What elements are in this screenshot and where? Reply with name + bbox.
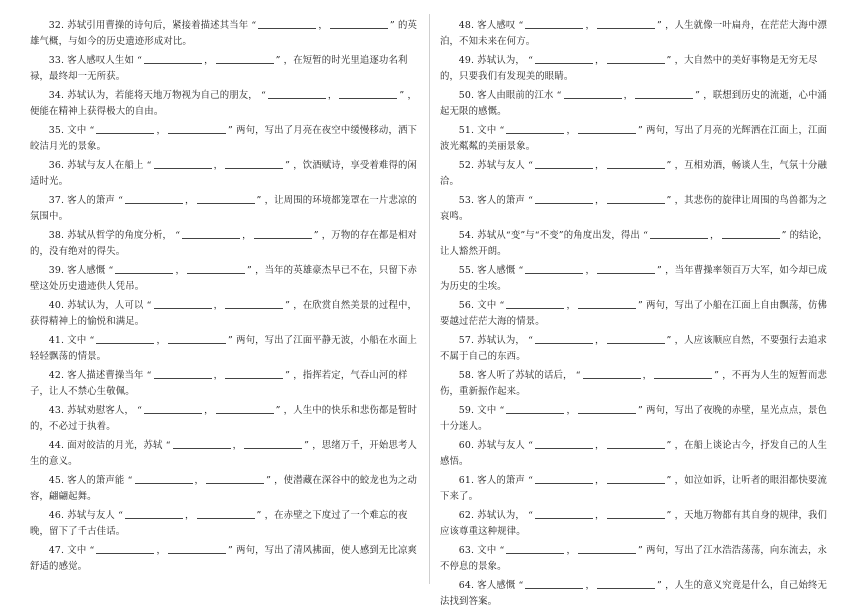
question-number: 40.: [48, 300, 65, 311]
answer-blank[interactable]: [650, 228, 708, 239]
answer-blank[interactable]: [654, 368, 712, 379]
answer-blank[interactable]: [225, 158, 283, 169]
question-item: 53. 客人的箫声 “ ， ” ，其悲伤的旋律让周围的鸟兽都为之哀鸣。: [440, 195, 828, 222]
answer-blank[interactable]: [525, 263, 583, 274]
question-text-before: 苏轼认为，: [477, 335, 525, 346]
question-item: 55. 客人感慨 “ ， ” ，当年曹操率领百万大军，如今却已成为历史的尘埃。: [440, 265, 828, 292]
question-text-before: 文中: [477, 125, 497, 136]
answer-blank[interactable]: [525, 18, 583, 29]
question-text-after: ，当年曹操率领百万大军，如今却已成为历史的尘埃。: [440, 265, 828, 292]
question-text-before: 苏轼认为，: [477, 55, 525, 66]
question-number: 35.: [48, 125, 65, 136]
question-item: 46. 苏轼与友人 “ ， ” ，在赤壁之下度过了一个难忘的夜晚，留下了千古佳话。: [30, 510, 408, 537]
question-text-before: 苏轼与友人: [477, 160, 525, 171]
question-item: 39. 客人感慨 “ ， ” ，当年的英雄豪杰早已不在，只留下赤壁这处历史遗迹供人凭吊。: [30, 265, 418, 292]
question-number: 41.: [48, 335, 65, 346]
question-text-before: 面对皎洁的月光，苏轼: [67, 440, 163, 451]
question-text-after: ，不再为人生的短暂而悲伤，重新振作起来。: [440, 370, 828, 397]
question-text-before: 苏轼引用曹操的诗句后，紧接着描述其当年: [67, 20, 249, 31]
answer-blank[interactable]: [187, 263, 245, 274]
answer-blank[interactable]: [607, 53, 665, 64]
answer-blank[interactable]: [206, 473, 264, 484]
question-text-before: 客人感叹: [477, 20, 516, 31]
answer-blank[interactable]: [125, 508, 183, 519]
question-text-after: 两句，写出了江水浩浩荡荡，向东流去，永不停息的景象。: [440, 545, 828, 572]
question-number: 50.: [458, 90, 475, 101]
answer-blank[interactable]: [168, 123, 226, 134]
answer-blank[interactable]: [268, 88, 326, 99]
answer-blank[interactable]: [506, 403, 564, 414]
answer-blank[interactable]: [597, 263, 655, 274]
question-number: 32.: [48, 20, 65, 31]
question-number: 52.: [458, 160, 475, 171]
question-number: 63.: [458, 545, 475, 556]
question-text-after: ，互相劝酒，畅谈人生，气氛十分融洽。: [440, 160, 828, 187]
answer-blank[interactable]: [168, 543, 226, 554]
right-column: [440, 18, 830, 613]
question-text-before: 客人感慨: [477, 580, 516, 591]
answer-blank[interactable]: [197, 508, 255, 519]
spacer: [30, 575, 420, 578]
answer-blank[interactable]: [154, 158, 212, 169]
answer-blank[interactable]: [535, 193, 593, 204]
question-item: 47. 文中 “ ， ” 两句，写出了清风拂面，使人感到无比凉爽舒适的感觉。: [30, 545, 418, 572]
answer-blank[interactable]: [258, 18, 316, 29]
question-number: 61.: [458, 475, 475, 486]
question-text-after: ，使潜藏在深谷中的蛟龙也为之动容，翩翩起舞。: [30, 475, 418, 502]
question-text-after: ，联想到历史的流逝，心中涌起无限的感慨。: [440, 90, 828, 117]
answer-blank[interactable]: [506, 298, 564, 309]
answer-blank[interactable]: [135, 473, 193, 484]
question-text-before: 文中: [477, 405, 497, 416]
question-text-before: 苏轼与友人在船上: [67, 160, 144, 171]
question-number: 60.: [458, 440, 475, 451]
answer-blank[interactable]: [96, 543, 154, 554]
question-number: 36.: [48, 160, 65, 171]
answer-blank[interactable]: [564, 88, 622, 99]
question-number: 38.: [48, 230, 65, 241]
answer-blank[interactable]: [225, 298, 283, 309]
question-text-after: ，其悲伤的旋律让周围的鸟兽都为之哀鸣。: [440, 195, 828, 222]
question-text-after: ，便能在精神上获得极大的自由。: [30, 90, 418, 117]
question-text-after: 的英雄气概，与如今的历史遗迹形成对比。: [30, 20, 418, 47]
question-text-after: ，在赤壁之下度过了一个难忘的夜晚，留下了千古佳话。: [30, 510, 408, 537]
question-text-after: ，人生中的快乐和悲伤都是暂时的，不必过于执着。: [30, 405, 418, 432]
question-number: 53.: [458, 195, 475, 206]
answer-blank[interactable]: [96, 333, 154, 344]
answer-blank[interactable]: [525, 578, 583, 589]
question-text-before: 客人的箫声能: [67, 475, 125, 486]
question-number: 58.: [458, 370, 475, 381]
question-text-after: ，天地万物都有其自身的规律，我们应该尊重这种规律。: [440, 510, 828, 537]
question-number: 34.: [48, 90, 65, 101]
question-item: 56. 文中 “ ， ” 两句，写出了小船在江面上自由飘荡，仿佛要越过茫茫大海的情景。: [440, 300, 828, 327]
question-number: 51.: [458, 125, 475, 136]
question-text-after: ，当年的英雄豪杰早已不在，只留下赤壁这处历史遗迹供人凭吊。: [30, 265, 418, 292]
question-number: 42.: [48, 370, 65, 381]
answer-blank[interactable]: [578, 298, 636, 309]
question-number: 46.: [48, 510, 65, 521]
question-text-after: ，人应该顺应自然，不要强行去追求不属于自己的东西。: [440, 335, 828, 362]
question-text-after: 两句，写出了小船在江面上自由飘荡，仿佛要越过茫茫大海的情景。: [440, 300, 828, 327]
question-number: 47.: [48, 545, 65, 556]
answer-blank[interactable]: [607, 158, 665, 169]
question-text-after: 两句，写出了江面平静无波，小船在水面上轻轻飘荡的情景。: [30, 335, 418, 362]
question-text-after: ，在欣赏自然美景的过程中，获得精神上的愉悦和满足。: [30, 300, 418, 327]
answer-blank[interactable]: [578, 403, 636, 414]
question-item: 41. 文中 “ ， ” 两句，写出了江面平静无波，小船在水面上轻轻飘荡的情景。: [30, 335, 418, 362]
answer-blank[interactable]: [339, 88, 397, 99]
question-item: 38. 苏轼从哲学的角度分析， “ ， ” ，万物的存在都是相对的，没有绝对的得失。: [30, 230, 418, 257]
question-number: 62.: [458, 510, 475, 521]
question-number: 48.: [458, 20, 475, 31]
question-text-before: 苏轼从“变”与“不变”的角度出发，得出: [477, 230, 640, 241]
question-text-after: 的结论，让人豁然开朗。: [440, 230, 828, 257]
answer-blank[interactable]: [607, 508, 665, 519]
question-item: 50. 客人由眼前的江水 “ ， ” ，联想到历史的流逝，心中涌起无限的感慨。: [440, 90, 828, 117]
answer-blank[interactable]: [607, 193, 665, 204]
question-item: 62. 苏轼认为， “ ， ” ，天地万物都有其自身的规律，我们应该尊重这种规律。: [440, 510, 828, 537]
question-number: 37.: [48, 195, 65, 206]
answer-blank[interactable]: [535, 508, 593, 519]
question-text-after: ，在船上谈论古今，抒发自己的人生感悟。: [440, 440, 828, 467]
answer-blank[interactable]: [535, 473, 593, 484]
question-item: 58. 客人听了苏轼的话后， “ ， ” ，不再为人生的短暂而悲伤，重新振作起来。: [440, 370, 828, 397]
answer-blank[interactable]: [607, 438, 665, 449]
question-item: 64. 客人感慨 “ ， ” ，人生的意义究竟是什么，自己始终无法找到答案。: [440, 580, 828, 607]
question-number: 56.: [458, 300, 475, 311]
question-text-before: 文中: [477, 545, 497, 556]
question-text-before: 客人的箫声: [67, 195, 115, 206]
question-text-after: ，饮酒赋诗，享受着难得的闲适时光。: [30, 160, 418, 187]
question-text-before: 苏轼与友人: [67, 510, 115, 521]
question-text-after: 两句，写出了清风拂面，使人感到无比凉爽舒适的感觉。: [30, 545, 418, 572]
answer-blank[interactable]: [154, 368, 212, 379]
question-text-before: 文中: [67, 335, 87, 346]
answer-blank[interactable]: [144, 53, 202, 64]
question-text-after: ，指挥若定，气吞山河的样子，让人不禁心生敬佩。: [30, 370, 408, 397]
answer-blank[interactable]: [607, 473, 665, 484]
question-item: 32. 苏轼引用曹操的诗句后，紧接着描述其当年 “ ， ” 的英雄气概，与如今的历史遗迹形成对比。: [30, 20, 418, 47]
answer-blank[interactable]: [96, 123, 154, 134]
answer-blank[interactable]: [330, 18, 388, 29]
answer-blank[interactable]: [115, 263, 173, 274]
question-number: 64.: [458, 580, 475, 591]
answer-blank[interactable]: [182, 228, 240, 239]
question-text-before: 客人感慨: [67, 265, 106, 276]
question-text-before: 苏轼认为，人可以: [67, 300, 144, 311]
question-item: 48. 客人感叹 “ ， ” ，人生就像一叶扁舟，在茫茫大海中漂泊，不知未来在何方。: [440, 20, 828, 47]
question-text-after: 两句，写出了月亮在夜空中缓慢移动，洒下皎洁月光的景象。: [30, 125, 418, 152]
question-text-before: 客人听了苏轼的话后，: [477, 370, 573, 381]
question-number: 59.: [458, 405, 475, 416]
question-number: 44.: [48, 440, 65, 451]
answer-blank[interactable]: [244, 438, 302, 449]
question-item: 49. 苏轼认为， “ ， ” ，大自然中的美好事物是无穷无尽的，只要我们有发现美的眼睛。: [440, 55, 818, 82]
question-item: 44. 面对皎洁的月光，苏轼 “ ， ” ，思绪万千，开始思考人生的意义。: [30, 440, 418, 467]
answer-blank[interactable]: [535, 333, 593, 344]
question-item: 51. 文中 “ ， ” 两句，写出了月亮的光辉洒在江面上，江面波光粼粼的美丽景象。: [440, 125, 828, 152]
question-number: 49.: [458, 55, 475, 66]
answer-blank[interactable]: [635, 88, 693, 99]
question-item: 36. 苏轼与友人在船上 “ ， ” ，饮酒赋诗，享受着难得的闲适时光。: [30, 160, 418, 187]
answer-blank[interactable]: [535, 438, 593, 449]
answer-blank[interactable]: [506, 123, 564, 134]
question-item: 42. 客人描述曹操当年 “ ， ” ，指挥若定，气吞山河的样子，让人不禁心生敬佩。: [30, 370, 408, 397]
question-text-before: 苏轼认为，若能将天地万物视为自己的朋友，: [67, 90, 258, 101]
answer-blank[interactable]: [168, 333, 226, 344]
answer-blank[interactable]: [254, 228, 312, 239]
answer-blank[interactable]: [607, 333, 665, 344]
answer-blank[interactable]: [535, 53, 593, 64]
question-item: 54. 苏轼从“变”与“不变”的角度出发，得出 “ ， ” 的结论，让人豁然开朗。: [440, 230, 828, 257]
question-text-after: ，人生的意义究竟是什么，自己始终无法找到答案。: [440, 580, 828, 607]
answer-blank[interactable]: [583, 368, 641, 379]
question-text-before: 苏轼从哲学的角度分析，: [67, 230, 173, 241]
question-item: 60. 苏轼与友人 “ ， ” ，在船上谈论古今，抒发自己的人生感悟。: [440, 440, 828, 467]
question-text-before: 苏轼与友人: [477, 440, 525, 451]
question-text-before: 文中: [67, 545, 87, 556]
question-text-before: 文中: [67, 125, 87, 136]
question-number: 45.: [48, 475, 65, 486]
question-text-before: 文中: [477, 300, 497, 311]
question-item: 43. 苏轼劝慰客人， “ ， ” ，人生中的快乐和悲伤都是暂时的，不必过于执着。: [30, 405, 418, 432]
question-number: 57.: [458, 335, 475, 346]
left-column: [30, 18, 420, 578]
question-item: 40. 苏轼认为，人可以 “ ， ” ，在欣赏自然美景的过程中，获得精神上的愉悦和满足。: [30, 300, 418, 327]
question-number: 39.: [48, 265, 65, 276]
question-item: 35. 文中 “ ， ” 两句，写出了月亮在夜空中缓慢移动，洒下皎洁月光的景象。: [30, 125, 418, 152]
question-item: 45. 客人的箫声能 “ ， ” ，使潜藏在深谷中的蛟龙也为之动容，翩翩起舞。: [30, 475, 418, 502]
question-text-after: 两句，写出了夜晚的赤壁，星光点点，景色十分迷人。: [440, 405, 828, 432]
answer-blank[interactable]: [722, 228, 780, 239]
question-text-after: ，让周围的环境都笼罩在一片悲凉的氛围中。: [30, 195, 418, 222]
answer-blank[interactable]: [216, 53, 274, 64]
answer-blank[interactable]: [578, 123, 636, 134]
question-text-after: ，万物的存在都是相对的，没有绝对的得失。: [30, 230, 418, 257]
question-item: 34. 苏轼认为，若能将天地万物视为自己的朋友， “ ， ” ，便能在精神上获得极大的自由。: [30, 90, 418, 117]
question-text-after: ，大自然中的美好事物是无穷无尽的，只要我们有发现美的眼睛。: [440, 55, 818, 82]
question-text-before: 苏轼认为，: [477, 510, 525, 521]
question-item: 63. 文中 “ ， ” 两句，写出了江水浩浩荡荡，向东流去，永不停息的景象。: [440, 545, 828, 572]
answer-blank[interactable]: [578, 543, 636, 554]
question-text-before: 客人的箫声: [477, 475, 525, 486]
question-text-before: 客人由眼前的江水: [477, 90, 554, 101]
answer-blank[interactable]: [225, 368, 283, 379]
question-item: 33. 客人感叹人生如 “ ， ” ，在短暂的时光里追逐功名利禄，最终却一无所获。: [30, 55, 408, 82]
answer-blank[interactable]: [154, 298, 212, 309]
column-divider: [429, 14, 430, 584]
answer-blank[interactable]: [144, 403, 202, 414]
answer-blank[interactable]: [597, 18, 655, 29]
answer-blank[interactable]: [506, 543, 564, 554]
answer-blank[interactable]: [173, 438, 231, 449]
question-item: 59. 文中 “ ， ” 两句，写出了夜晚的赤壁，星光点点，景色十分迷人。: [440, 405, 828, 432]
question-text-before: 苏轼劝慰客人，: [67, 405, 134, 416]
answer-blank[interactable]: [535, 158, 593, 169]
question-text-after: ，思绪万千，开始思考人生的意义。: [30, 440, 418, 467]
question-text-before: 客人的箫声: [477, 195, 525, 206]
question-item: 61. 客人的箫声 “ ， ” ，如泣如诉，让听者的眼泪都快要流下来了。: [440, 475, 828, 502]
question-text-after: ，如泣如诉，让听者的眼泪都快要流下来了。: [440, 475, 828, 502]
question-number: 33.: [48, 55, 65, 66]
answer-blank[interactable]: [597, 578, 655, 589]
question-text-after: ，人生就像一叶扁舟，在茫茫大海中漂泊，不知未来在何方。: [440, 20, 828, 47]
answer-blank[interactable]: [216, 403, 274, 414]
question-text-after: 两句，写出了月亮的光辉洒在江面上，江面波光粼粼的美丽景象。: [440, 125, 828, 152]
question-item: 52. 苏轼与友人 “ ， ” ，互相劝酒，畅谈人生，气氛十分融洽。: [440, 160, 828, 187]
question-text-before: 客人感慨: [477, 265, 516, 276]
question-text-before: 客人描述曹操当年: [67, 370, 144, 381]
question-text-before: 客人感叹人生如: [67, 55, 134, 66]
answer-blank[interactable]: [197, 193, 255, 204]
question-number: 55.: [458, 265, 475, 276]
question-item: 37. 客人的箫声 “ ， ” ，让周围的环境都笼罩在一片悲凉的氛围中。: [30, 195, 418, 222]
question-text-after: ，在短暂的时光里追逐功名利禄，最终却一无所获。: [30, 55, 408, 82]
question-number: 43.: [48, 405, 65, 416]
question-item: 57. 苏轼认为， “ ， ” ，人应该顺应自然，不要强行去追求不属于自己的东西。: [440, 335, 828, 362]
answer-blank[interactable]: [125, 193, 183, 204]
question-number: 54.: [458, 230, 475, 241]
